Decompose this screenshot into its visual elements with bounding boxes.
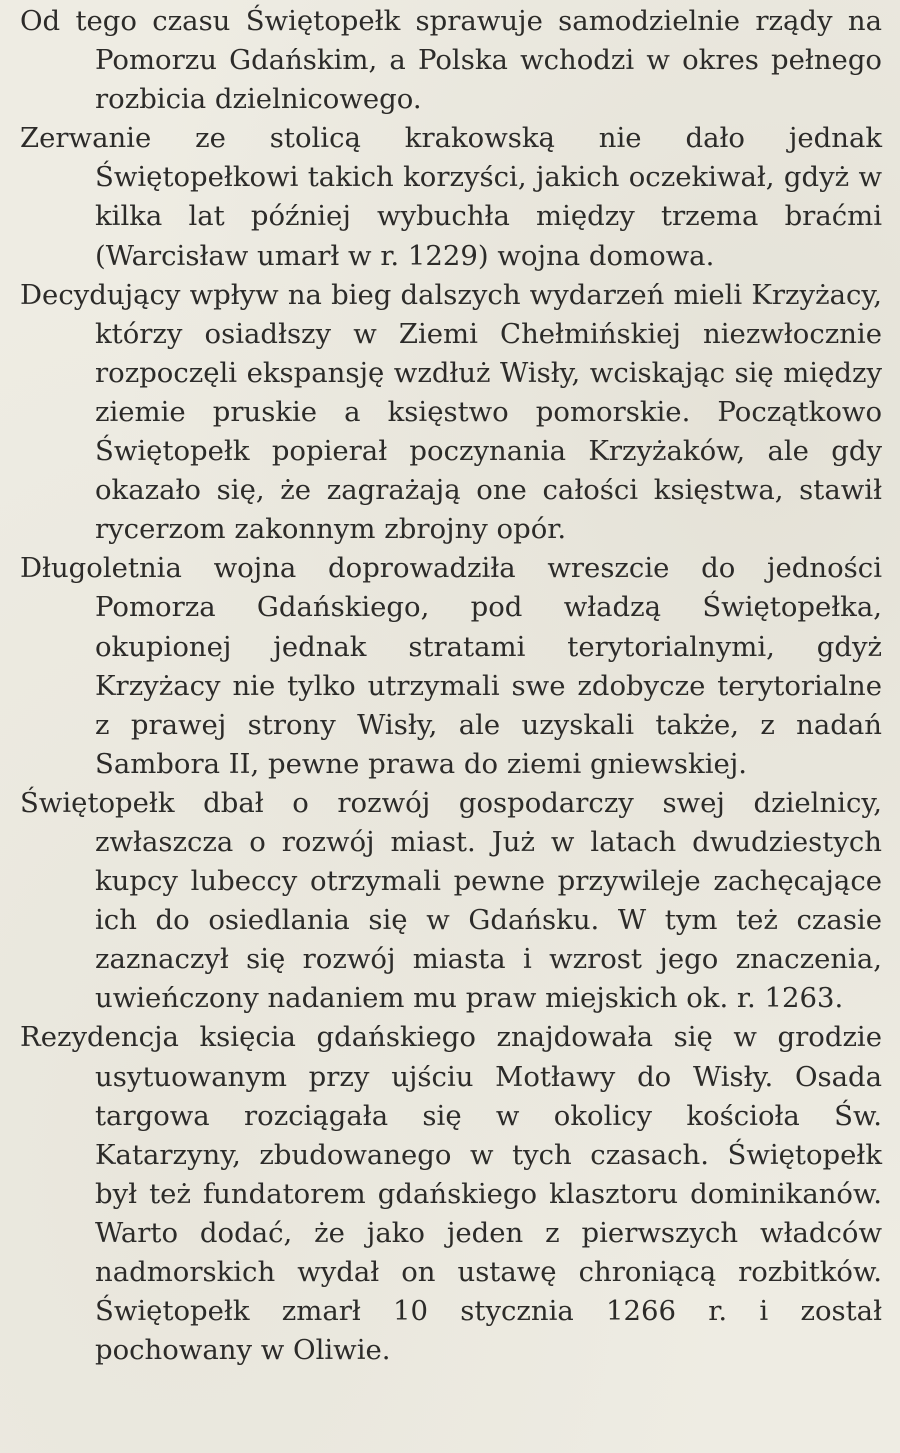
- paragraph-3: Decydujący wpływ na bieg dalszych wydarzeń mieli Krzyżacy, którzy osiadłszy w Ziemi Chełmińskiej niezwłocznie rozpoczęli ekspansję wzdłuż Wisły, wciskając się między ziemie pruskie a księstwo pomorskie. Początkowo Świętopełk popierał poczynania Krzyżaków, ale gdy okazało się, że zagrażają one całości księstwa, stawił rycerzom zakonnym zbrojny opór.: [20, 278, 882, 546]
- paragraph-1: Od tego czasu Świętopełk sprawuje samodzielnie rządy na Pomorzu Gdańskim, a Polska wchodzi w okres pełnego rozbicia dzielnicowego.: [20, 5, 882, 116]
- paragraph-4: Długoletnia wojna doprowadziła wreszcie do jedności Pomorza Gdańskiego, pod władzą Świętopełka, okupionej jednak stratami terytorialnymi, gdyż Krzyżacy nie tylko utrzymali swe zdobycze terytorialne z prawej strony Wisły, ale uzyskali także, z nadań Sambora II, pewne prawa do ziemi gniewskiej.: [20, 552, 882, 780]
- page-text: [20, 2, 882, 1370]
- paragraph-2: Zerwanie ze stolicą krakowską nie dało jednak Świętopełkowi takich korzyści, jakich oczekiwał, gdyż w kilka lat później wybuchła między trzema braćmi (Warcisław umarł w r. 1229) wojna domowa.: [20, 122, 882, 272]
- paragraph-5: Świętopełk dbał o rozwój gospodarczy swej dzielnicy, zwłaszcza o rozwój miast. Już w latach dwudziestych kupcy lubeccy otrzymali pewne przywileje zachęcające ich do osiedlania się w Gdańsku. W tym też czasie zaznaczył się rozwój miasta i wzrost jego znaczenia, uwieńczony nadaniem mu praw miejskich ok. r. 1263.: [20, 786, 882, 1015]
- paragraph-6: Rezydencja księcia gdańskiego znajdowała się w grodzie usytuowanym przy ujściu Motławy do Wisły. Osada targowa rozciągała się w okolicy kościoła Św. Katarzyny, zbudowanego w tych czasach. Świętopełk był też fundatorem gdańskiego klasztoru dominikanów. Warto dodać, że jako jeden z pierwszych władców nadmorskich wydał on ustawę chroniącą rozbitków. Świętopełk zmarł 10 stycznia 1266 r. i został pochowany w Oliwie.: [20, 1021, 882, 1367]
